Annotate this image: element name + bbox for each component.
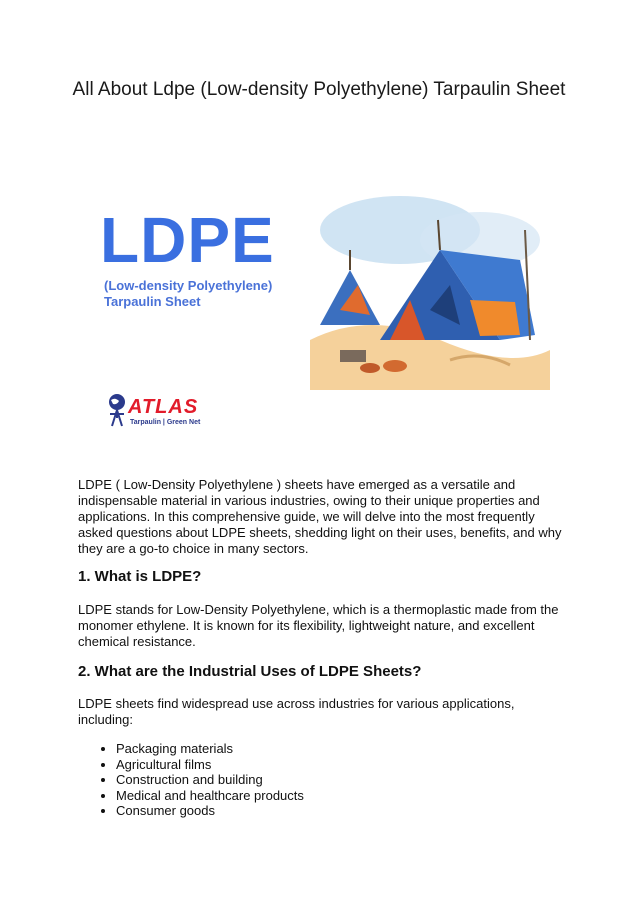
list-item: • Consumer goods: [116, 803, 304, 819]
atlas-logo: [106, 390, 216, 430]
hero-subtitle: [104, 278, 272, 310]
list-item: • Agricultural films: [116, 757, 304, 773]
intro-paragraph: LDPE ( Low-Density Polyethylene ) sheets have emerged as a versatile and indispensable material in various industries, owing to their unique properties and applications. In this comprehensive guide, we will delve into the most frequently asked questions about LDPE sheets, shedding light on their uses, benefits, and why they are a go-to choice in many sectors.: [78, 477, 562, 556]
section-body-1: LDPE stands for Low-Density Polyethylene, which is a thermoplastic made from the monomer ethylene. It is known for its flexibility, lightweight nature, and excellent chemical resistance.: [78, 602, 559, 649]
list-item: • Construction and building: [116, 772, 304, 788]
hero-subtitle-line-2: Tarpaulin Sheet: [104, 294, 201, 309]
globe-figure-icon: [106, 392, 128, 428]
section-heading-1: 1. What is LDPE?: [78, 568, 202, 585]
hero-subtitle-line-1: (Low-density Polyethylene): [104, 278, 273, 293]
uses-list: [78, 741, 304, 819]
brand-name: ATLAS: [128, 396, 199, 418]
tents-illustration: [310, 190, 550, 390]
section-heading-2: 2. What are the Industrial Uses of LDPE Sheets?: [78, 663, 422, 680]
list-item: • Packaging materials: [116, 741, 304, 757]
page-title: All About Ldpe (Low-density Polyethylene) Tarpaulin Sheet: [72, 79, 566, 100]
section-body-2: LDPE sheets find widespread use across industries for various applications, including:: [78, 696, 515, 727]
hero-banner: [96, 186, 552, 432]
hero-heading: LDPE: [100, 204, 275, 276]
brand-tagline: Tarpaulin | Green Net: [130, 419, 201, 426]
list-item: • Medical and healthcare products: [116, 788, 304, 804]
